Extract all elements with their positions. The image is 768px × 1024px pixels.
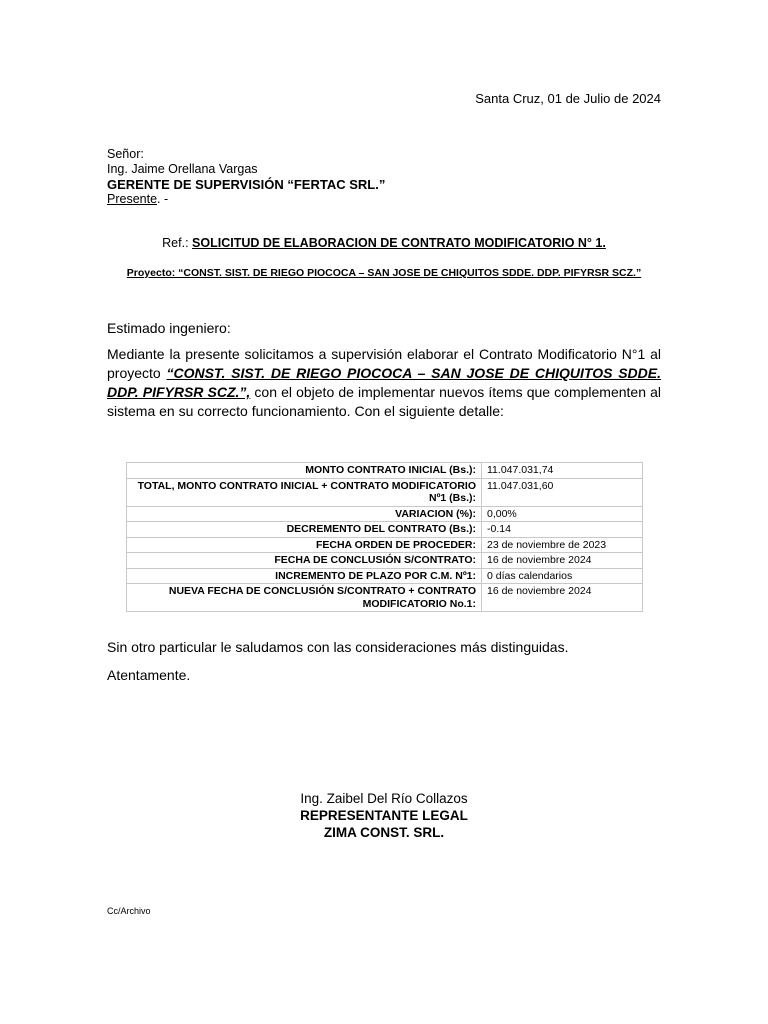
presente-suffix: . - [157,192,169,206]
project-text: Proyecto: “CONST. SIST. DE RIEGO PIOCOCA – SAN JOSE DE CHIQUITOS SDDE. DDP. PIFYRSR SCZ.” [126,267,642,279]
cc-line: Cc/Archivo [107,906,151,916]
table-row [127,506,643,522]
row-label: VARIACION (%): [127,506,482,522]
body-part-2: con el objeto de implementar nuevos ítems que complementen al sistema en su correcto funcionamiento. Con el siguiente detalle: [107,384,661,419]
letter-date: Santa Cruz, 01 de Julio de 2024 [475,91,661,106]
body-project-name: “CONST. SIST. DE RIEGO PIOCOCA – SAN JOSE DE CHIQUITOS SDDE. DDP. PIFYRSR SCZ.”, [107,365,661,400]
row-label: NUEVA FECHA DE CONCLUSIÓN S/CONTRATO + CONTRATO MODIFICATORIO No.1: [127,584,482,612]
presente-word: Presente [107,192,158,206]
recipient-name: Ing. Jaime Orellana Vargas [107,162,258,176]
row-value: 23 de noviembre de 2023 [482,537,643,553]
row-value: 16 de noviembre 2024 [482,553,643,569]
recipient-presente-line [107,192,385,207]
row-value: 0 días calendarios [482,568,643,584]
signature-block [0,790,768,841]
table-row [127,522,643,538]
row-label: MONTO CONTRATO INICIAL (Bs.): [127,463,482,479]
project-line [107,267,661,280]
body-paragraph [107,345,661,421]
table-row [127,584,643,612]
table-row [127,537,643,553]
row-value: 0,00% [482,506,643,522]
ref-subject: SOLICITUD DE ELABORACION DE CONTRATO MODIFICATORIO N° 1. [192,236,606,250]
row-label: FECHA DE CONCLUSIÓN S/CONTRATO: [127,553,482,569]
signer-company: ZIMA CONST. SRL. [323,825,445,840]
row-value: 16 de noviembre 2024 [482,584,643,612]
table-row [127,463,643,479]
row-label: INCREMENTO DE PLAZO POR C.M. Nº1: [127,568,482,584]
recipient-position: GERENTE DE SUPERVISIÓN “FERTAC SRL.” [107,177,386,192]
contract-details-table [126,462,643,612]
table-row [127,553,643,569]
greeting: Estimado ingeniero: [107,320,231,336]
signer-title: REPRESENTANTE LEGAL [300,808,468,823]
closing-line: Sin otro particular le saludamos con las consideraciones más distinguidas. [107,639,569,655]
recipient-salutation: Señor: [107,147,144,161]
recipient-block [107,147,385,207]
reference-line [0,236,768,250]
signer-name: Ing. Zaibel Del Río Collazos [300,791,468,806]
row-value: 11.047.031,60 [482,478,643,506]
body-part-1: Mediante la presente solicitamos a supervisión elaborar el Contrato Modificatorio N°1 al proyecto [107,346,661,381]
regards-line: Atentamente. [107,667,191,683]
row-label: TOTAL, MONTO CONTRATO INICIAL + CONTRATO MODIFICATORIO Nº1 (Bs.): [127,478,482,506]
row-value: 11.047.031,74 [482,463,643,479]
ref-prefix: Ref.: [162,236,193,250]
row-value: -0.14 [482,522,643,538]
table-row [127,478,643,506]
row-label: FECHA ORDEN DE PROCEDER: [127,537,482,553]
table-row [127,568,643,584]
row-label: DECREMENTO DEL CONTRATO (Bs.): [127,522,482,538]
